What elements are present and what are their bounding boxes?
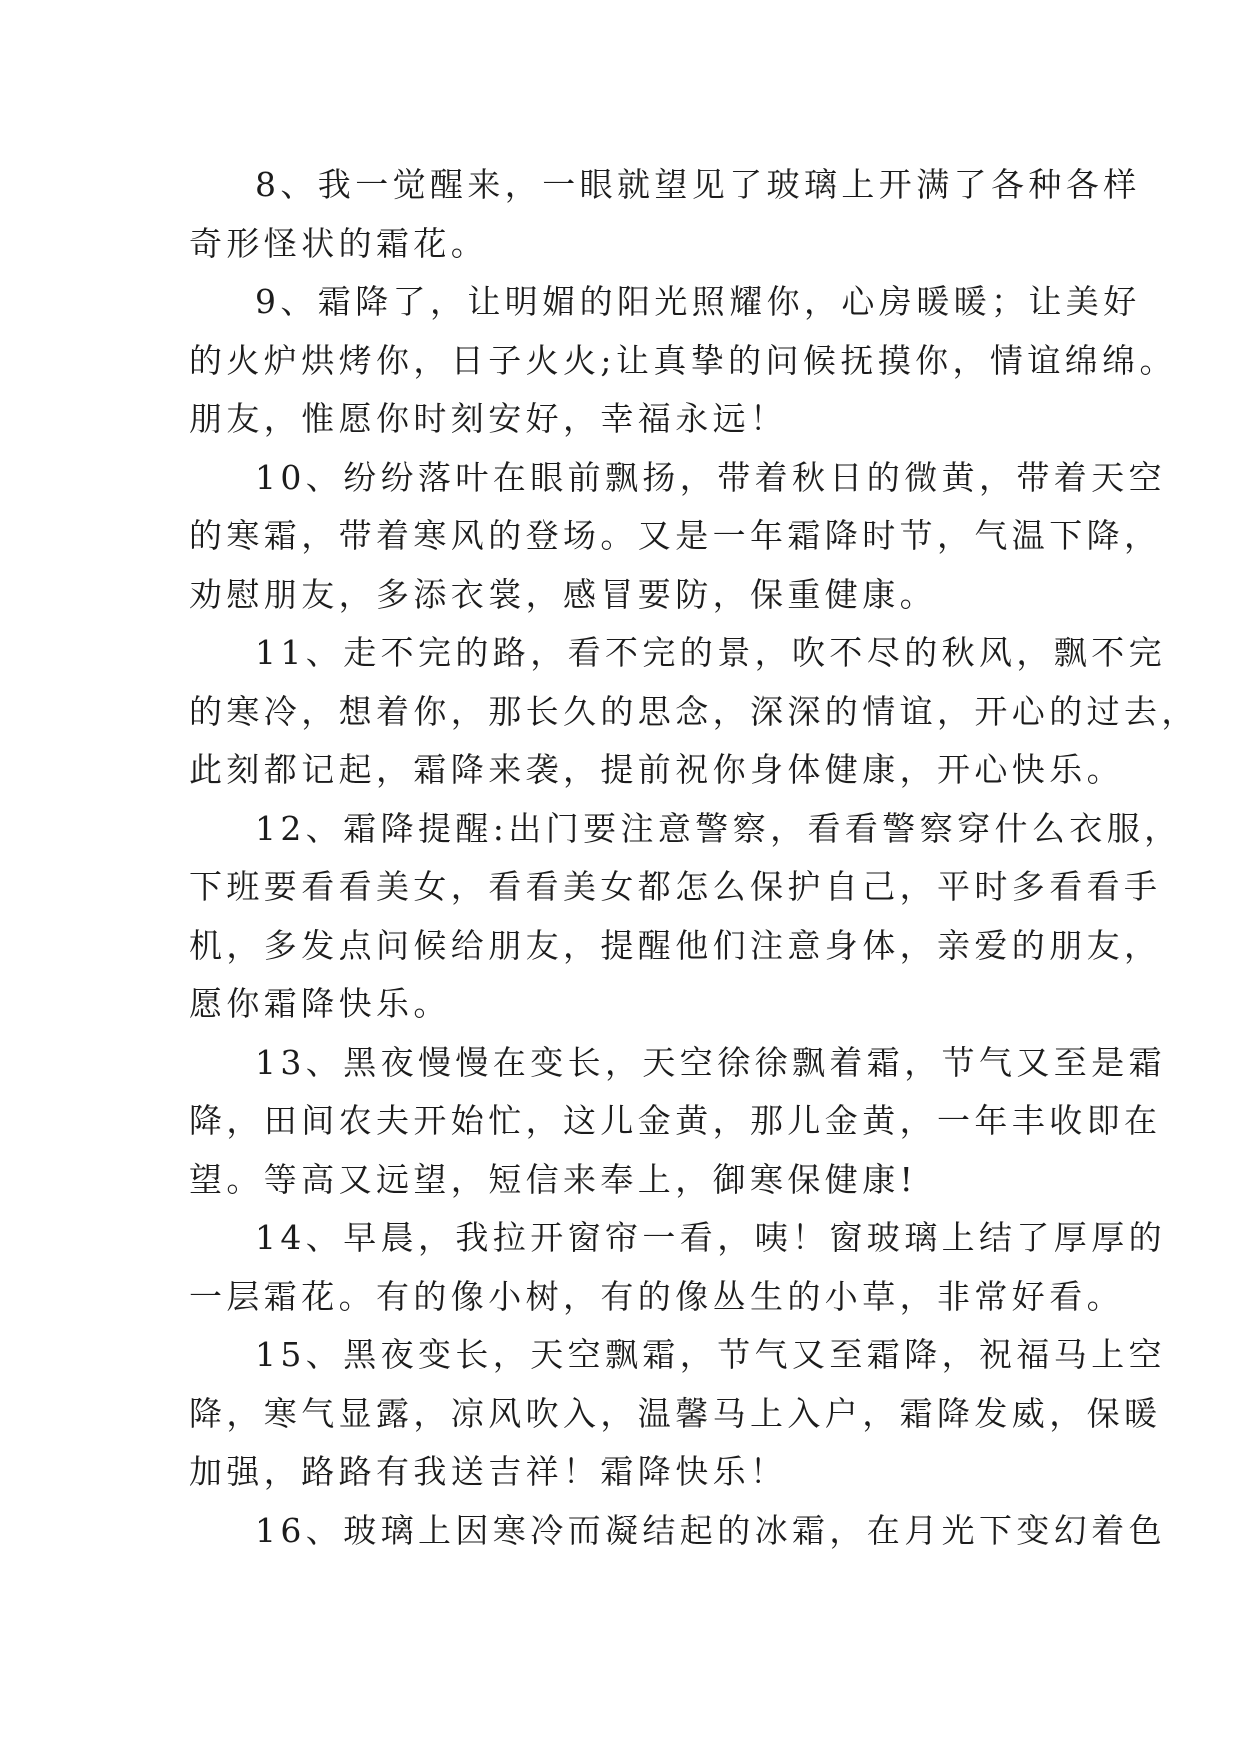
paragraph-first-line: 8、我一觉醒来，一眼就望见了玻璃上开满了各种各样 (255, 165, 1141, 204)
paragraph-line: 的寒冷，想着你，那长久的思念，深深的情谊，开心的过去， (189, 691, 1199, 731)
paragraph-first-line: 16、玻璃上因寒冷而凝结起的冰霜，在月光下变幻着色 (255, 1510, 1166, 1550)
paragraph-line: 下班要看看美女，看看美女都怎么保护自己，平时多看看手 (189, 867, 1162, 906)
document-body (189, 156, 1199, 1560)
paragraph-line: 奇形怪状的霜花。 (189, 223, 489, 263)
paragraph-line: 的寒霜，带着寒风的登场。又是一年霜降时节，气温下降， (189, 516, 1162, 555)
paragraph-line: 降，寒气显露，凉风吹入，温馨马上入户，霜降发威，保暖 (189, 1393, 1162, 1433)
paragraph-first-line: 14、早晨，我拉开窗帘一看，咦！窗玻璃上结了厚厚的 (255, 1218, 1166, 1257)
paragraph-line: 加强，路路有我送吉祥！霜降快乐！ (189, 1452, 788, 1491)
paragraph-line: 机，多发点问候给朋友，提醒他们注意身体，亲爱的朋友， (189, 925, 1162, 965)
paragraph-line: 一层霜花。有的像小树，有的像丛生的小草，非常好看。 (189, 1276, 1124, 1316)
paragraph-line: 此刻都记起，霜降来袭，提前祝你身体健康，开心快乐。 (189, 750, 1124, 789)
paragraph-line: 劝慰朋友，多添衣裳，感冒要防，保重健康。 (189, 574, 937, 614)
paragraph-first-line: 10、纷纷落叶在眼前飘扬，带着秋日的微黄，带着天空 (255, 457, 1166, 497)
paragraph-line: 愿你霜降快乐。 (189, 984, 451, 1023)
paragraph-first-line: 11、走不完的路，看不完的景，吹不尽的秋风，飘不完 (255, 633, 1166, 672)
paragraph-line: 的火炉烘烤你，日子火火;让真挚的问候抚摸你，情谊绵绵。 (189, 340, 1177, 380)
paragraph-first-line: 9、霜降了，让明媚的阳光照耀你，心房暖暖；让美好 (255, 282, 1141, 321)
paragraph-first-line: 15、黑夜变长，天空飘霜，节气又至霜降，祝福马上空 (255, 1335, 1166, 1374)
paragraph-line: 望。等高又远望，短信来奉上，御寒保健康! (189, 1159, 918, 1199)
paragraph-line: 朋友，惟愿你时刻安好，幸福永远！ (189, 399, 788, 438)
paragraph-line: 降，田间农夫开始忙，这儿金黄，那儿金黄，一年丰收即在 (189, 1101, 1162, 1140)
paragraph-first-line: 13、黑夜慢慢在变长，天空徐徐飘着霜，节气又至是霜 (255, 1042, 1166, 1082)
paragraph-first-line: 12、霜降提醒:出门要注意警察，看看警察穿什么衣服， (255, 808, 1182, 848)
